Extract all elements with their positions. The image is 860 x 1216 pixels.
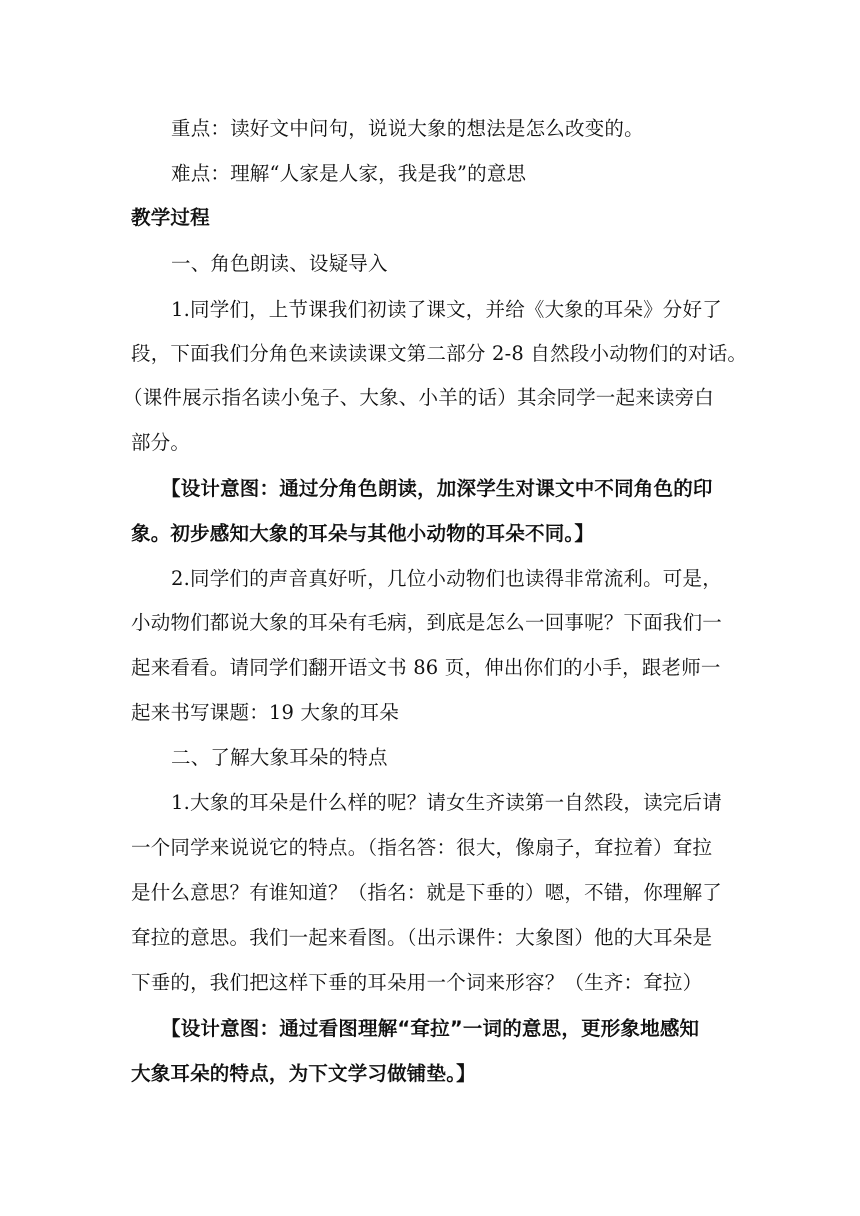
difficulty-line: 难点：理解“人家是人家，我是我”的意思 xyxy=(171,162,527,185)
part1-para1-line: （课件展示指名读小兔子、大象、小羊的话）其余同学一起来读旁白 xyxy=(123,386,715,409)
part2-para1-line: 1.大象的耳朵是什么样的呢？请女生齐读第一自然段，读完后请 xyxy=(171,791,722,814)
part1-para1-line: 段，下面我们分角色来读读课文第二部分 2-8 自然段小动物们的对话。 xyxy=(131,342,748,365)
design-intent-1-line: 象。初步感知大象的耳朵与其他小动物的耳朵不同。】 xyxy=(131,522,595,545)
part2-para1-line: 耷拉的意思。我们一起来看图。（出示课件：大象图）他的大耳朵是 xyxy=(131,926,713,949)
design-intent-2-line: 大象耳朵的特点，为下文学习做铺垫。】 xyxy=(131,1062,476,1085)
focus-line: 重点：读好文中问句，说说大象的想法是怎么改变的。 xyxy=(171,117,644,140)
part1-para2-line: 2.同学们的声音真好听，几位小动物们也读得非常流利。可是， xyxy=(171,567,722,590)
part1-para2-line: 起来书写课题：19 大象的耳朵 xyxy=(131,701,400,724)
part1-para2-line: 小动物们都说大象的耳朵有毛病，到底是怎么一回事呢？下面我们一 xyxy=(131,611,723,634)
part2-para1-line: 是什么意思？有谁知道？（指名：就是下垂的）嗯，不错，你理解了 xyxy=(131,881,723,904)
part2-para1-line: 一个同学来说说它的特点。（指名答：很大，像扇子，耷拉着）耷拉 xyxy=(131,836,713,859)
section-title: 教学过程 xyxy=(131,206,210,229)
part1-para1-line: 1.同学们，上节课我们初读了课文，并给《大象的耳朵》分好了 xyxy=(171,298,722,321)
part1-para2-line: 起来看看。请同学们翻开语文书 86 页，伸出你们的小手，跟老师一 xyxy=(131,656,721,679)
part2-heading: 二、了解大象耳朵的特点 xyxy=(171,746,388,769)
part1-para1-line: 部分。 xyxy=(131,431,191,454)
part2-para1-line: 下垂的，我们把这样下垂的耳朵用一个词来形容？（生齐：耷拉） xyxy=(131,971,703,994)
design-intent-2-line: 【设计意图：通过看图理解“耷拉”一词的意思，更形象地感知 xyxy=(161,1017,700,1040)
design-intent-1-line: 【设计意图：通过分角色朗读，加深学生对课文中不同角色的印 xyxy=(161,477,713,500)
part1-heading: 一、角色朗读、设疑导入 xyxy=(171,252,388,275)
